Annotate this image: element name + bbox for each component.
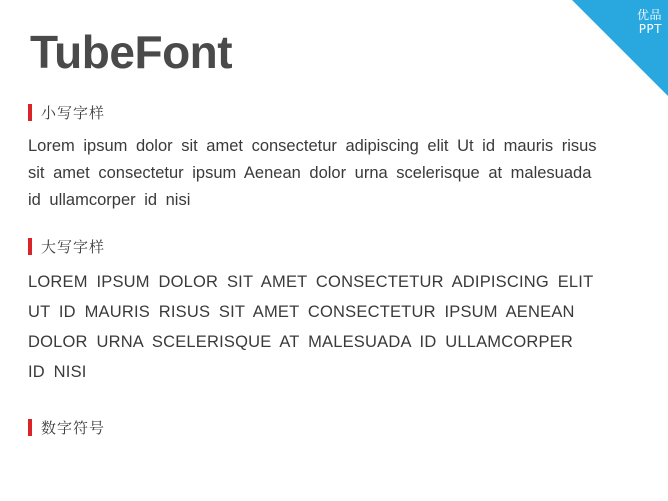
section-lowercase bbox=[26, 102, 638, 214]
accent-bar-icon bbox=[28, 104, 32, 121]
section-uppercase bbox=[26, 236, 638, 387]
section-label-lowercase: 小写字样 bbox=[41, 104, 106, 122]
ribbon-text-line2: PPT bbox=[638, 22, 662, 36]
sample-text-lowercase: Lorem ipsum dolor sit amet consectetur adipiscing elit Ut id mauris risus sit amet consectetur ipsum Aenean dolor urna scelerisque at malesuada id ullamcorper id nisi bbox=[28, 137, 597, 209]
page-title: TubeFont bbox=[30, 26, 233, 78]
section-header-digits bbox=[28, 417, 638, 438]
ribbon-text bbox=[637, 8, 662, 36]
section-digits bbox=[26, 417, 638, 438]
ribbon-text-line1: 优品 bbox=[636, 8, 662, 22]
sample-text-uppercase: LOREM IPSUM DOLOR SIT AMET CONSECTETUR ADIPISCING ELIT UT ID MAURIS RISUS SIT AMET CONSECTETUR IPSUM AENEAN DOLOR URNA SCELERISQUE AT MALESUADA ID ULLAMCORPER ID NISI bbox=[28, 273, 594, 381]
accent-bar-icon bbox=[28, 419, 32, 436]
section-header-lowercase bbox=[28, 102, 638, 123]
section-label-uppercase: 大写字样 bbox=[41, 238, 106, 256]
section-header-uppercase bbox=[28, 236, 638, 257]
section-label-digits: 数字符号 bbox=[41, 419, 106, 437]
accent-bar-icon bbox=[28, 238, 32, 255]
corner-ribbon-watermark bbox=[572, 0, 668, 96]
